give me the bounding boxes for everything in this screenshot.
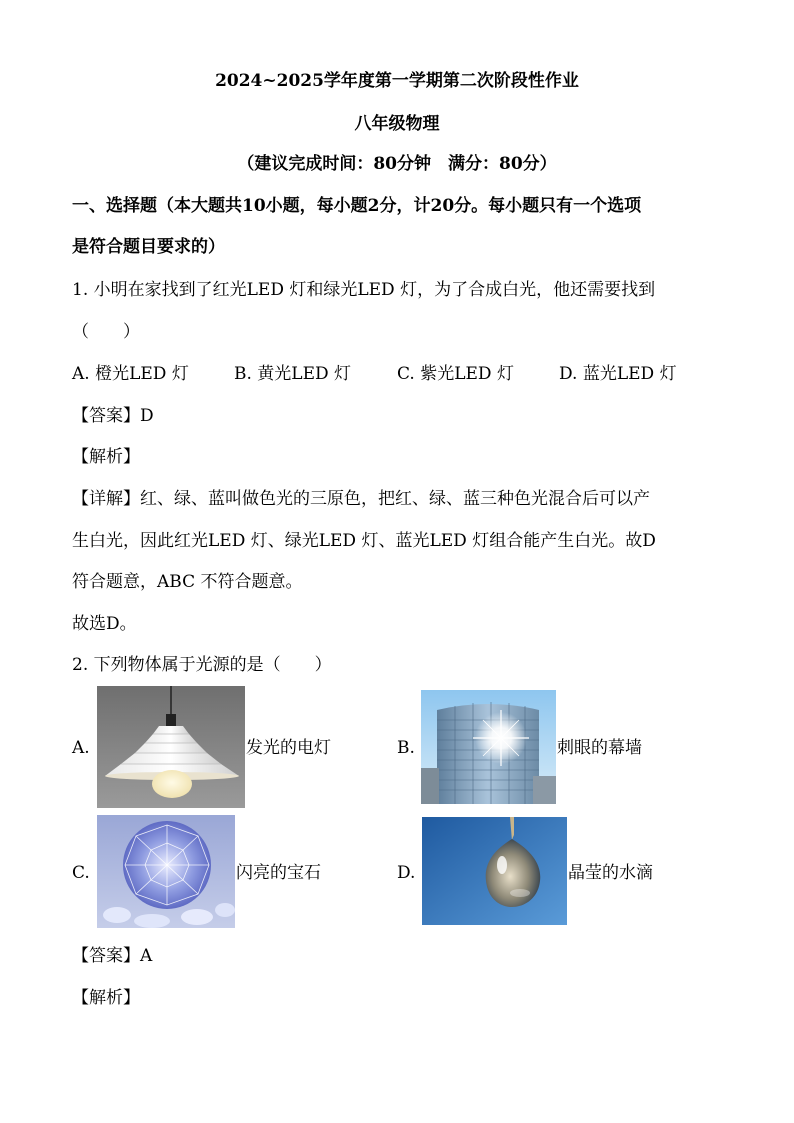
- gem-image: [97, 815, 235, 928]
- q1-stem-line1: 1. 小明在家找到了红光LED 灯和绿光LED 灯，为了合成白光，他还需要找到: [72, 280, 656, 300]
- exam-info: （建议完成时间：80分钟 满分：80分）: [237, 154, 557, 174]
- section-heading-line1: 一、选择题（本大题共10小题，每小题2分，计20分。每小题只有一个选项: [72, 196, 642, 216]
- section-heading-line2: 是符合题目要求的）: [72, 237, 225, 257]
- q1-option-c: C. 紫光LED 灯: [397, 364, 514, 384]
- glass-building-image: [421, 690, 556, 804]
- q1-analysis-label: 【解析】: [72, 447, 140, 467]
- document-title: 2024~2025学年度第一学期第二次阶段性作业: [215, 71, 579, 91]
- lamp-image: [97, 686, 245, 808]
- q2-option-b-caption: 刺眼的幕墙: [557, 738, 642, 758]
- q1-option-b: B. 黄光LED 灯: [234, 364, 352, 384]
- q1-stem-line2: （ ）: [72, 322, 140, 342]
- q2-answer: 【答案】A: [72, 946, 153, 966]
- q1-detail-line3: 符合题意，ABC 不符合题意。: [72, 572, 303, 592]
- q1-detail-line2: 生白光，因此红光LED 灯、绿光LED 灯、蓝光LED 灯组合能产生白光。故D: [72, 531, 656, 551]
- q2-option-c-letter: C.: [72, 863, 90, 883]
- q1-option-a: A. 橙光LED 灯: [72, 364, 189, 384]
- q2-stem: 2. 下列物体属于光源的是（ ）: [72, 655, 332, 675]
- q2-option-b-letter: B.: [397, 738, 415, 758]
- water-drop-image: [422, 817, 567, 925]
- q1-conclusion: 故选D。: [72, 614, 137, 634]
- q2-option-d-caption: 晶莹的水滴: [568, 863, 653, 883]
- q1-detail-line1: 【详解】红、绿、蓝叫做色光的三原色，把红、绿、蓝三种色光混合后可以产: [72, 489, 650, 509]
- q1-answer: 【答案】D: [72, 406, 154, 426]
- q2-option-a-caption: 发光的电灯: [246, 738, 331, 758]
- subject-title: 八年级物理: [354, 114, 440, 134]
- q1-option-d: D. 蓝光LED 灯: [559, 364, 677, 384]
- q2-option-d-letter: D.: [397, 863, 416, 883]
- q2-option-c-caption: 闪亮的宝石: [236, 863, 321, 883]
- q2-option-a-letter: A.: [72, 738, 90, 758]
- q2-analysis-label: 【解析】: [72, 988, 140, 1008]
